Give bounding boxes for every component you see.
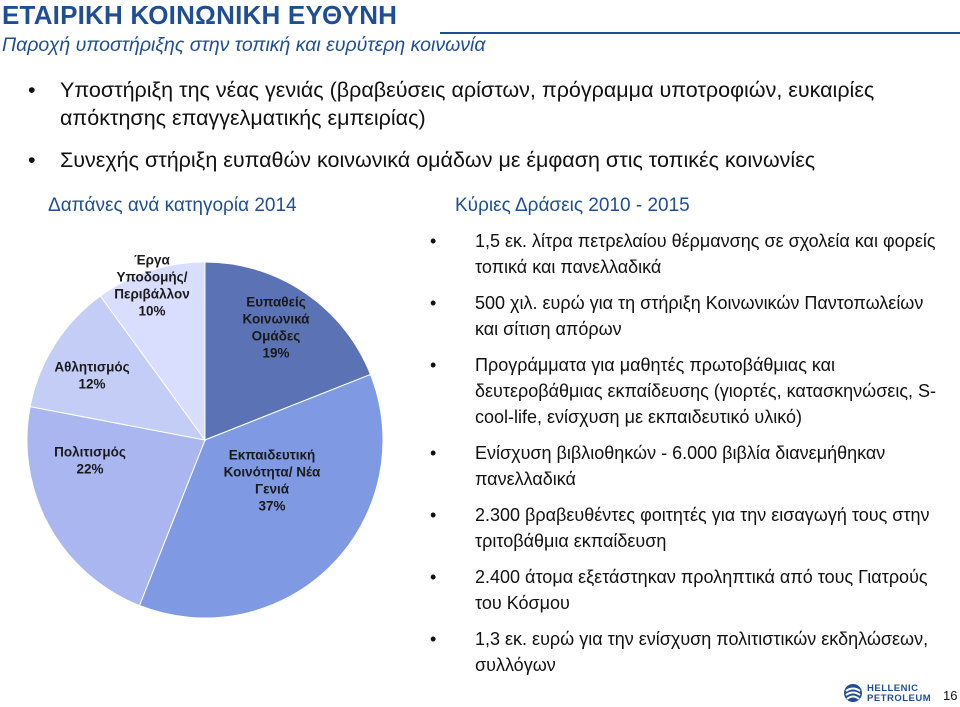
action-item (430, 228, 950, 280)
pie-slice-label: Αθλητισμός 12% (54, 359, 130, 392)
action-item (430, 290, 950, 342)
title-underline (440, 32, 960, 34)
action-text: Ενίσχυση βιβλιοθηκών - 6.000 βιβλία διανεμήθηκαν πανελλαδικά (475, 443, 886, 489)
logo-line-2: PETROLEUM (867, 693, 932, 704)
top-bullet-text: Συνεχής στήριξη ευπαθών κοινωνικά ομάδων με έμφαση στις τοπικές κοινωνίες (60, 148, 816, 172)
top-bullet-list (28, 76, 948, 188)
slide-title: ΕΤΑΙΡΙΚΗ ΚΟΙΝΩΝΙΚΗ ΕΥΘΥΝΗ (2, 0, 398, 30)
bullet-dot: • (430, 293, 437, 313)
bullet-dot: • (430, 629, 437, 649)
pie-slice-label: Ευπαθείς Κοινωνικά Ομάδες 19% (242, 294, 310, 361)
action-text: 1,5 εκ. λίτρα πετρελαίου θέρμανσης σε σχολεία και φορείς τοπικά και πανελλαδικά (475, 231, 936, 277)
pie-chart (0, 225, 420, 695)
logo-line-1: HELLENIC (867, 683, 919, 694)
bullet-dot: • (430, 231, 437, 251)
action-text: 2.300 βραβευθέντες φοιτητές για την εισαγωγή τους στην τριτοβάθμια εκπαίδευση (475, 505, 930, 551)
slide-subtitle: Παροχή υποστήριξης στην τοπική και ευρύτερη κοινωνία (2, 34, 486, 56)
bullet-dot: • (28, 148, 36, 172)
top-bullet-item (28, 76, 948, 132)
action-item (430, 626, 950, 678)
action-text: 500 χιλ. ευρώ για τη στήριξη Κοινωνικών Παντοπωλείων και σίτιση απόρων (475, 293, 924, 339)
top-bullet-text: Υποστήριξη της νέας γενιάς (βραβεύσεις αρίστων, πρόγραμμα υποτροφιών, ευκαιρίες απόκτησης επαγγελματικής εμπειρίας) (60, 78, 875, 130)
actions-heading: Κύριες Δράσεις 2010 - 2015 (455, 195, 690, 216)
logo-wordmark (867, 684, 931, 704)
action-item (430, 352, 950, 430)
action-text: 2.400 άτομα εξετάστηκαν προληπτικά από τους Γιατρούς του Κόσμου (475, 567, 928, 613)
bullet-dot: • (430, 567, 437, 587)
bullet-dot: • (430, 443, 437, 463)
pie-slice-label: Πολιτισμός 22% (54, 444, 126, 477)
top-bullet-item (28, 146, 948, 174)
action-text: 1,3 εκ. ευρώ για την ενίσχυση πολιτιστικών εκδηλώσεων, συλλόγων (475, 629, 929, 675)
bullet-dot: • (430, 355, 437, 375)
page-number: 16 (943, 688, 958, 703)
pie-slice-label: Έργα Υποδομής/ Περιβάλλον 10% (114, 252, 190, 319)
hellenic-petroleum-logo-icon (842, 683, 864, 703)
action-item (430, 502, 950, 554)
bullet-dot: • (430, 505, 437, 525)
pie-slice-label: Εκπαιδευτική Κοινότητα/ Νέα Γενιά 37% (223, 447, 321, 514)
chart-heading: Δαπάνες ανά κατηγορία 2014 (48, 195, 297, 216)
bullet-dot: • (28, 78, 36, 102)
action-item (430, 564, 950, 616)
action-item (430, 440, 950, 492)
action-text: Προγράμματα για μαθητές πρωτοβάθμιας και δευτεροβάθμιας εκπαίδευσης (γιορτές, κατασκηνώσεις, S-cool-life, ενίσχυση με εκπαιδευτικό υλικό) (475, 355, 937, 427)
actions-list (430, 228, 950, 688)
